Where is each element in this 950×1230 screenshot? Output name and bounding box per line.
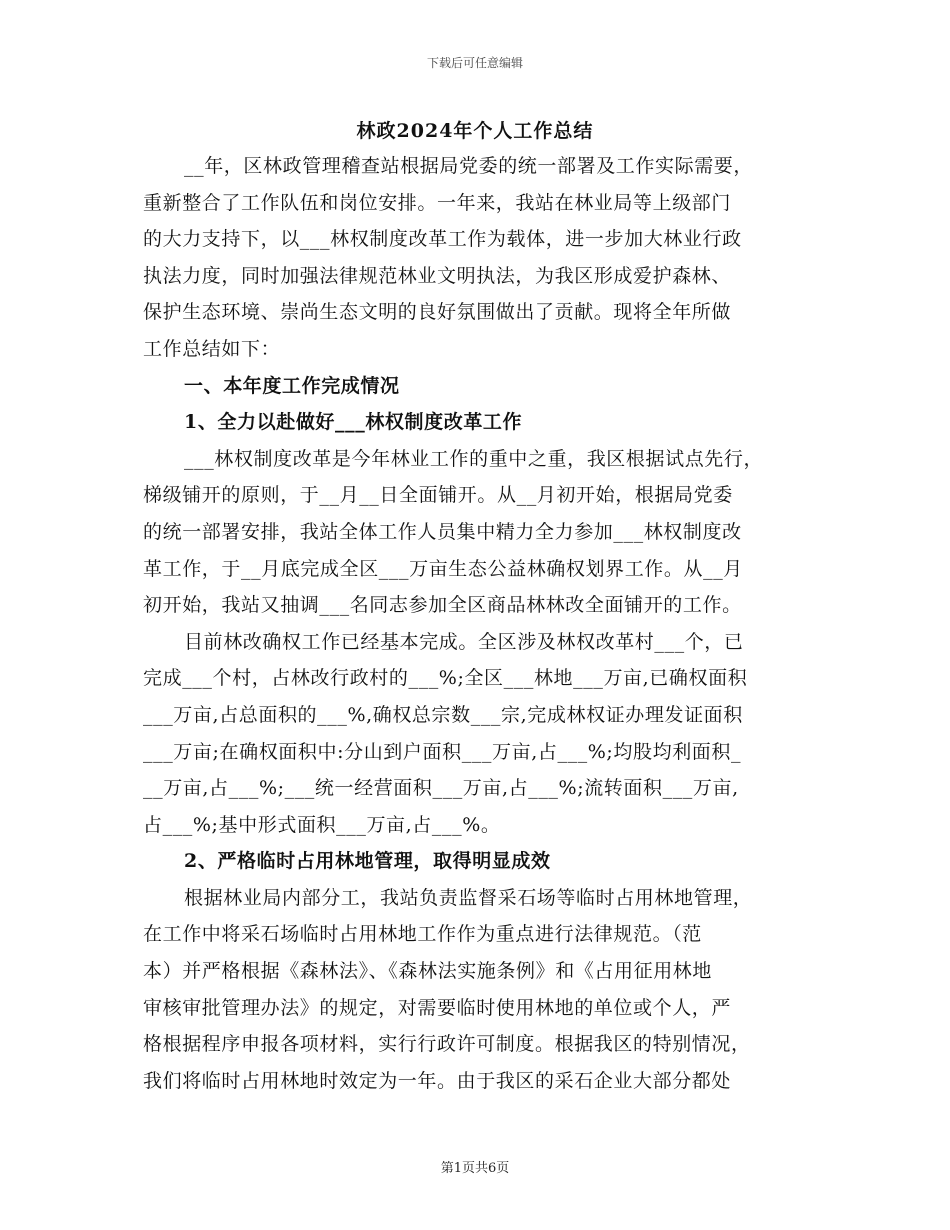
document-title: 林政2024年个人工作总结 bbox=[356, 120, 594, 142]
body-text-line: 目前林改确权工作已经基本完成。全区涉及林权改革村___个，已 bbox=[184, 630, 744, 653]
body-text-line: ___万亩;在确权面积中:分山到户面积___万亩,占___%;均股均利面积_ bbox=[143, 740, 742, 763]
body-text-line: 根据林业局内部分工，我站负责监督采石场等临时占用林地管理， bbox=[184, 886, 753, 909]
body-text-line: 占___%;基中形式面积___万亩,占___%。 bbox=[143, 813, 501, 836]
body-text-line: __年，区林政管理稽查站根据局党委的统一部署及工作实际需要， bbox=[184, 155, 754, 177]
body-text-line: 的统一部署安排，我站全体工作人员集中精力全力参加___林权制度改 bbox=[143, 520, 742, 543]
body-text-line: 格根据程序申报各项材料，实行行政许可制度。根据我区的特别情况， bbox=[143, 1033, 751, 1056]
section-heading: 1、全力以赴做好___林权制度改革工作 bbox=[184, 411, 523, 434]
body-text-line: __万亩,占___%;___统一经营面积___万亩,占___%;流转面积___万亩, bbox=[143, 777, 739, 800]
body-text-line: 保护生态环境、崇尚生态文明的良好氛围做出了贡献。现将全年所做 bbox=[143, 301, 732, 324]
body-text-line: 我们将临时占用林地时效定为一年。由于我区的采石企业大部分都处 bbox=[143, 1069, 732, 1092]
body-text-line: 的大力支持下，以___林权制度改革工作为载体，进一步加大林业行政 bbox=[143, 228, 742, 251]
body-text-line: 本）并严格根据《森林法》、《森林法实施条例》和《占用征用林地 bbox=[143, 960, 713, 983]
body-text-line: 梯级铺开的原则，于__月__日全面铺开。从__月初开始，根据局党委 bbox=[143, 484, 733, 507]
body-text-line: ___林权制度改革是今年林业工作的重中之重，我区根据试点先行， bbox=[184, 447, 764, 470]
body-text-line: ___万亩,占总面积的___%,确权总宗数___宗,完成林权证办理发证面积 bbox=[143, 703, 743, 726]
document-body bbox=[143, 148, 803, 1099]
body-text-line: 重新整合了工作队伍和岗位安排。一年来，我站在林业局等上级部门 bbox=[143, 191, 732, 214]
body-text-line: 完成___个村，占林改行政村的___%;全区___林地___万亩,已确权面积 bbox=[143, 667, 748, 690]
section-heading: 一、本年度工作完成情况 bbox=[184, 374, 400, 397]
body-text-line: 初开始，我站又抽调___名同志参加全区商品林林改全面铺开的工作。 bbox=[143, 594, 742, 617]
body-text-line: 审核审批管理办法》的规定，对需要临时使用林地的单位或个人，严 bbox=[143, 996, 732, 1019]
body-text-line: 工作总结如下： bbox=[143, 337, 281, 360]
body-text-line: 革工作，于__月底完成全区___万亩生态公益林确权划界工作。从__月 bbox=[143, 557, 743, 580]
header-note: 下载后可任意编辑 bbox=[426, 56, 523, 70]
section-heading: 2、严格临时占用林地管理，取得明显成效 bbox=[184, 850, 551, 873]
page-footer: 第1页共6页 bbox=[440, 1161, 510, 1176]
body-text-line: 在工作中将采石场临时占用林地工作作为重点进行法律规范。（范 bbox=[143, 923, 702, 946]
body-text-line: 执法力度，同时加强法律规范林业文明执法，为我区形成爱护森林、 bbox=[143, 264, 732, 287]
